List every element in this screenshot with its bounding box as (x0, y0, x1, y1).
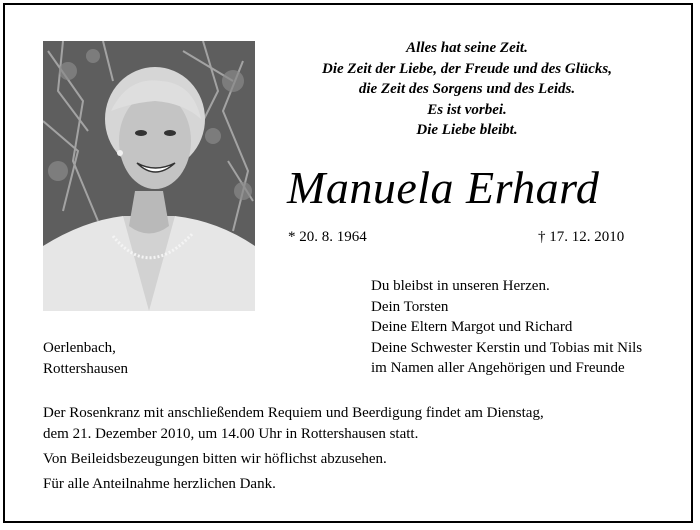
obituary-notice (3, 3, 693, 523)
mourner-line: im Namen aller Angehörigen und Freunde (371, 360, 625, 377)
place-names (43, 338, 128, 379)
poem (267, 38, 667, 141)
service-line: Der Rosenkranz mit anschließendem Requiem und Beerdigung findet am Dienstag, (43, 405, 544, 421)
mourner-line: Du bleibst in unseren Herzen. (371, 278, 550, 294)
condolences-note: Von Beileidsbezeugungen bitten wir höflichst abzusehen. (43, 451, 387, 467)
thanks-note: Für alle Anteilnahme herzlichen Dank. (43, 476, 276, 492)
poem-line: Alles hat seine Zeit. (406, 40, 528, 56)
deceased-name: Manuela Erhard (287, 162, 600, 213)
death-date: † 17. 12. 2010 (538, 229, 625, 245)
service-info (43, 403, 683, 445)
poem-line: Die Liebe bleibt. (416, 122, 518, 138)
service-line: dem 21. Dezember 2010, um 14.00 Uhr in Rottershausen statt. (43, 426, 419, 442)
poem-line: Es ist vorbei. (427, 101, 507, 118)
mourner-line: Dein Torsten (371, 298, 449, 315)
mourner-line: Deine Schwester Kerstin und Tobias mit Nils (371, 339, 643, 356)
mourner-line: Deine Eltern Margot und Richard (371, 319, 573, 336)
mourners-list (371, 276, 642, 379)
poem-line: die Zeit des Sorgens und des Leids. (358, 81, 576, 97)
birth-date: * 20. 8. 1964 (288, 229, 367, 245)
poem-line: Die Zeit der Liebe, der Freude und des Glücks, (322, 60, 612, 77)
place-line: Oerlenbach, (43, 340, 116, 356)
portrait-photo (43, 41, 255, 311)
footer-text (43, 403, 683, 499)
place-line: Rottershausen (43, 360, 128, 377)
